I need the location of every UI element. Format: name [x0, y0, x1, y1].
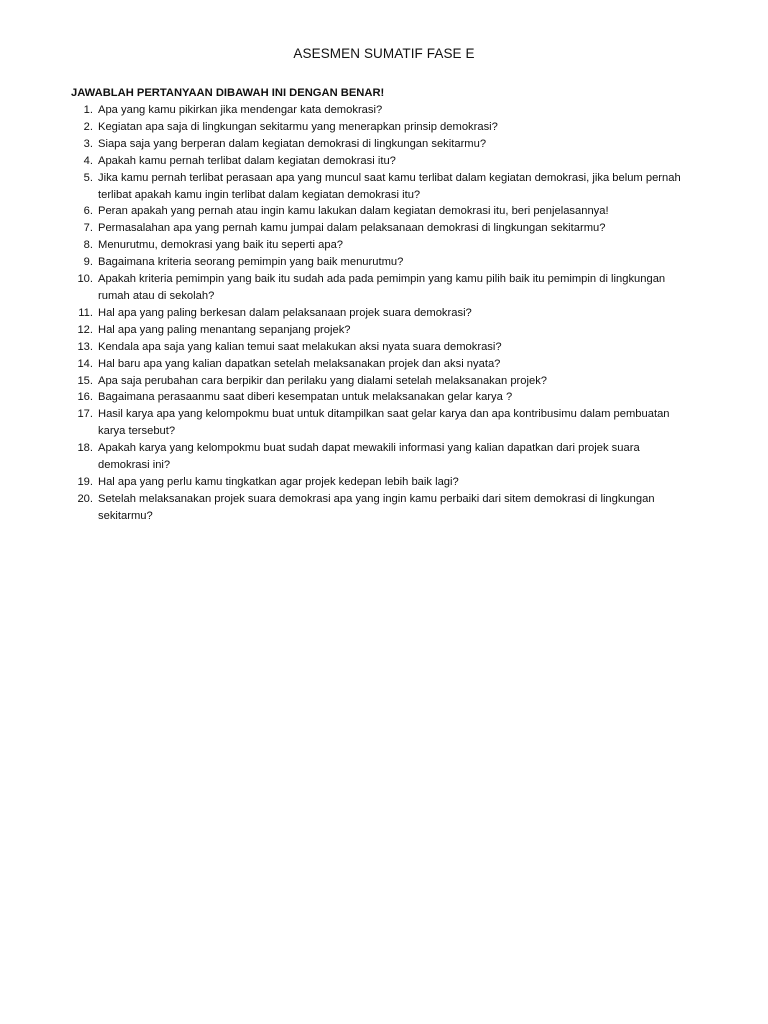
document-title: ASESMEN SUMATIF FASE E [293, 46, 475, 61]
question-text: Kendala apa saja yang kalian temui saat melakukan aksi nyata suara demokrasi? [98, 340, 502, 353]
question-number: 2. [83, 120, 93, 133]
question-number: 11. [78, 306, 93, 319]
question-number: 1. [83, 104, 93, 116]
question-text: Hal apa yang paling menantang sepanjang projek? [98, 323, 351, 336]
question-item [71, 474, 691, 491]
question-item [71, 339, 691, 356]
question-text: Peran apakah yang pernah atau ingin kamu lakukan dalam kegiatan demokrasi itu, beri penjelasannya! [98, 205, 609, 218]
question-number: 18. [77, 442, 93, 455]
question-number: 4. [83, 154, 93, 167]
question-number: 16. [77, 391, 93, 404]
question-item [71, 220, 691, 237]
question-number: 15. [77, 374, 93, 387]
question-item [71, 237, 691, 254]
question-text: Permasalahan apa yang pernah kamu jumpai dalam pelaksanaan demokrasi di lingkungan sekitarmu? [98, 222, 606, 235]
question-text: Apakah karya yang kelompokmu buat sudah dapat mewakili informasi yang kalian dapatkan dari projek suara demokrasi ini? [98, 442, 640, 472]
question-text: Apakah kamu pernah terlibat dalam kegiatan demokrasi itu? [98, 154, 396, 167]
question-text: Hal apa yang paling berkesan dalam pelaksanaan projek suara demokrasi? [98, 306, 472, 319]
question-item [71, 389, 691, 406]
question-item [71, 203, 691, 220]
question-item [71, 356, 691, 373]
question-item [71, 254, 691, 271]
question-number: 7. [83, 222, 93, 235]
question-text: Bagaimana perasaanmu saat diberi kesempatan untuk melaksanakan gelar karya ? [98, 391, 513, 404]
instruction-text: JAWABLAH PERTANYAAN DIBAWAH INI DENGAN BENAR! [71, 87, 385, 99]
question-text: Hal apa yang perlu kamu tingkatkan agar projek kedepan lebih baik lagi? [98, 475, 459, 488]
question-number: 14. [77, 357, 93, 370]
question-text: Siapa saja yang berperan dalam kegiatan demokrasi di lingkungan sekitarmu? [98, 137, 487, 150]
question-item [71, 170, 691, 204]
question-item [71, 119, 691, 136]
question-number: 6. [83, 205, 93, 218]
question-item [71, 136, 691, 153]
question-item [71, 102, 691, 119]
question-text: Bagaimana kriteria seorang pemimpin yang baik menurutmu? [98, 256, 404, 269]
question-number: 12. [77, 323, 93, 336]
question-number: 5. [83, 171, 93, 184]
question-item [71, 153, 691, 170]
question-number: 9. [83, 256, 93, 269]
question-item [71, 271, 691, 305]
question-text: Apa yang kamu pikirkan jika mendengar kata demokrasi? [98, 104, 383, 116]
question-text: Kegiatan apa saja di lingkungan sekitarmu yang menerapkan prinsip demokrasi? [98, 120, 498, 133]
question-text: Apakah kriteria pemimpin yang baik itu sudah ada pada pemimpin yang kamu pilih baik itu pemimpin di lingkungan rumah atau di sekolah? [98, 273, 666, 302]
question-text: Hal baru apa yang kalian dapatkan setelah melaksanakan projek dan aksi nyata? [98, 357, 501, 370]
question-text: Apa saja perubahan cara berpikir dan perilaku yang dialami setelah melaksanakan projek? [98, 374, 548, 387]
question-item [71, 305, 691, 322]
question-item [71, 491, 691, 525]
question-number: 19. [77, 475, 93, 488]
question-text: Menurutmu, demokrasi yang baik itu seperti apa? [98, 239, 344, 252]
question-item [71, 440, 691, 474]
question-text: Jika kamu pernah terlibat perasaan apa yang muncul saat kamu terlibat dalam kegiatan demokrasi, jika belum pernah terlibat apakah kamu ingin terlibat dalam kegiatan demokrasi itu? [98, 171, 681, 201]
question-item [71, 322, 691, 339]
question-text: Setelah melaksanakan projek suara demokrasi apa yang ingin kamu perbaiki dari sitem demokrasi di lingkungan sekitarmu? [98, 492, 655, 522]
question-item [71, 373, 691, 390]
question-number: 17. [77, 408, 93, 421]
question-number: 20. [77, 492, 93, 505]
question-list [71, 102, 691, 525]
question-text: Hasil karya apa yang kelompokmu buat untuk ditampilkan saat gelar karya dan apa kontribusimu dalam pembuatan karya tersebut? [98, 408, 670, 438]
question-number: 3. [83, 137, 93, 150]
question-number: 8. [83, 239, 93, 252]
question-item [71, 406, 691, 440]
question-number: 10. [77, 273, 93, 286]
question-number: 13. [77, 340, 93, 353]
